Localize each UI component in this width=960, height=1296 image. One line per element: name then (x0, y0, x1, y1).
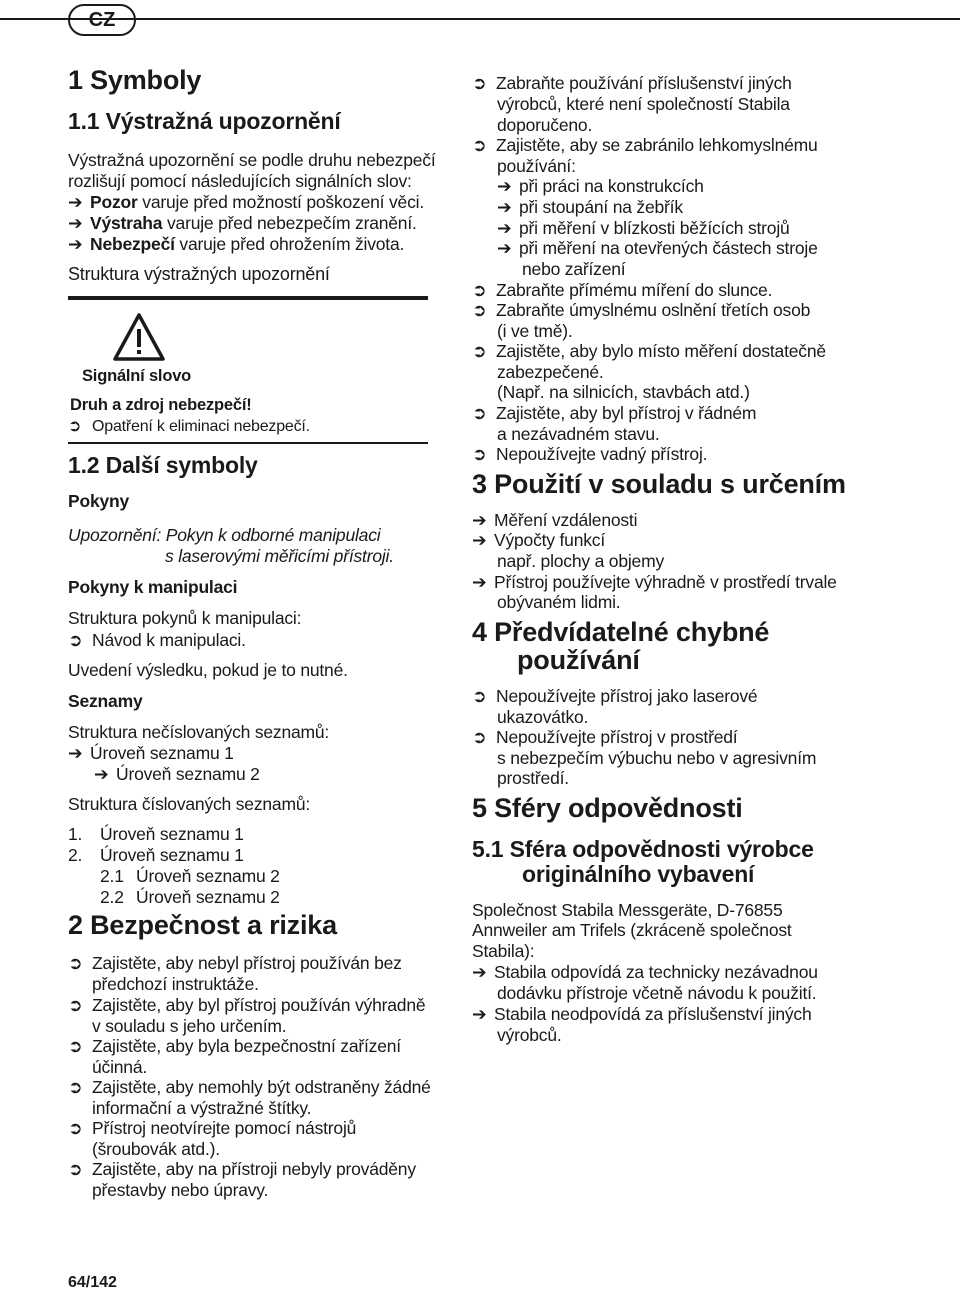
action-ring-icon: ➲ (472, 403, 487, 423)
action-ring-icon: ➲ (472, 280, 487, 300)
list-item-text: varuje před nebezpečím zranění. (162, 213, 417, 233)
list-item-text: Zajistěte, aby byla bezpečnostní zařízení (92, 1036, 401, 1056)
arrow-right-icon: ➔ (68, 213, 83, 233)
action-ring-icon: ➲ (68, 1077, 83, 1097)
measure-text: Opatření k eliminaci nebezpečí. (92, 418, 310, 435)
list-item-text: Stabila odpovídá za technicky nezávadnou (494, 962, 818, 982)
sub-item-text: při práci na konstrukcích (519, 176, 704, 196)
action-ring-icon: ➲ (68, 995, 83, 1015)
list-item (472, 280, 772, 301)
warning-rule-bottom (68, 442, 428, 444)
numbered-item (68, 824, 244, 845)
list-item-cont: (Např. na silnicích, stavbách atd.) (497, 382, 750, 402)
list-item-cont: předchozí instruktáže. (92, 974, 259, 994)
sub-item (497, 238, 818, 259)
arrow-right-icon: ➔ (94, 764, 109, 784)
list-item (472, 135, 818, 156)
action-ring-icon: ➲ (68, 953, 83, 973)
pokyny-heading: Pokyny (68, 491, 130, 511)
numbered-text: Úroveň seznamu 1 (100, 845, 244, 865)
action-ring-icon: ➲ (472, 341, 487, 361)
list-item (68, 192, 424, 213)
list-item-text: Zabraňte přímému míření do slunce. (496, 280, 773, 300)
action-ring-icon: ➲ (68, 1118, 83, 1138)
action-ring-icon: ➲ (472, 727, 487, 747)
intro-line: Výstražná upozornění se podle druhu nebezpečí (68, 150, 436, 170)
structure-heading: Struktura výstražných upozornění (68, 264, 330, 284)
list-item-cont: zabezpečené. (497, 362, 604, 382)
list-item-cont: (i ve tmě). (497, 321, 573, 341)
warning-triangle-icon (112, 312, 166, 362)
action-ring-icon: ➲ (68, 418, 82, 435)
list-item-cont: výrobců. (497, 1025, 562, 1045)
sub-item-cont: nebo zařízení (522, 259, 626, 279)
list-item-text: Úroveň seznamu 1 (90, 743, 234, 763)
list-item (472, 962, 818, 983)
list-item (68, 1159, 416, 1180)
list-item-text: Zajistěte, aby se zabránilo lehkomyslnému (496, 135, 818, 155)
list-item (472, 572, 837, 593)
list-item (68, 743, 234, 764)
list-item-cont: (šroubovák atd.). (92, 1139, 220, 1159)
list-item (68, 953, 402, 974)
list-item (68, 1036, 401, 1057)
list-item-cont: účinná. (92, 1057, 148, 1077)
list-item-text: Nepoužívejte přístroj jako laserové (496, 686, 758, 706)
intro-line: rozlišují pomocí následujících signálních slov: (68, 171, 412, 191)
list-item (68, 1077, 431, 1098)
arrow-right-icon: ➔ (497, 238, 512, 258)
arrow-right-icon: ➔ (472, 510, 487, 530)
sub-item (497, 176, 704, 197)
list-item-cont: obývaném lidmi. (497, 592, 621, 612)
list-item-cont: s nebezpečím výbuchu nebo v agresivním (497, 748, 817, 768)
measure-line (68, 416, 310, 437)
section-5-1-heading: 5.1 Sféra odpovědnosti výrobce (472, 836, 814, 862)
numbered-text: Úroveň seznamu 2 (136, 866, 280, 886)
list-item-text: Zajistěte, aby byl přístroj používán výhradně (92, 995, 426, 1015)
list-item-text: Úroveň seznamu 2 (116, 764, 260, 784)
numbered-text: Úroveň seznamu 2 (136, 887, 280, 907)
action-ring-icon: ➲ (472, 73, 487, 93)
arrow-right-icon: ➔ (497, 176, 512, 196)
section-1-2-heading: 1.2 Další symboly (68, 452, 258, 478)
action-ring-icon: ➲ (472, 135, 487, 155)
list-item (68, 234, 404, 255)
list-item-cont: ukazovátko. (497, 707, 589, 727)
signal-word: Pozor (90, 192, 138, 212)
list-item-cont: v souladu s jeho určením. (92, 1016, 287, 1036)
action-ring-icon: ➲ (68, 630, 83, 650)
section-5-heading: 5 Sféry odpovědnosti (472, 793, 743, 823)
struct-num: Struktura číslovaných seznamů: (68, 794, 311, 814)
signal-word-label: Signální slovo (82, 367, 192, 385)
list-item (472, 686, 757, 707)
list-item-cont: např. plochy a objemy (497, 551, 665, 571)
list-item-cont: přestavby nebo úpravy. (92, 1180, 269, 1200)
list-item-text: Zabraňte používání příslušenství jiných (496, 73, 792, 93)
list-item (472, 1004, 812, 1025)
section-2-heading: 2 Bezpečnost a rizika (68, 910, 337, 940)
list-item-cont: dodávku přístroje včetně návodu k použití. (497, 983, 817, 1003)
list-item (472, 444, 707, 465)
struct-unnum: Struktura nečíslovaných seznamů: (68, 722, 330, 742)
action-ring-icon: ➲ (68, 1159, 83, 1179)
list-item (472, 403, 756, 424)
arrow-right-icon: ➔ (68, 743, 83, 763)
sub-item (497, 218, 790, 239)
arrow-right-icon: ➔ (68, 234, 83, 254)
list-item-text: Nepoužívejte přístroj v prostředí (496, 727, 738, 747)
action-ring-icon: ➲ (68, 1036, 83, 1056)
list-item (68, 1118, 356, 1139)
section-3-heading: 3 Použití v souladu s určením (472, 469, 846, 499)
sub-item-text: při měření v blízkosti běžících strojů (519, 218, 790, 238)
list-item-cont: informační a výstražné štítky. (92, 1098, 312, 1118)
list-item-cont: výrobců, které není společností Stabila (497, 94, 790, 114)
list-item-text: Stabila neodpovídá za příslušenství jiných (494, 1004, 812, 1024)
list-item-text: varuje před ohrožením života. (174, 234, 405, 254)
arrow-right-icon: ➔ (497, 218, 512, 238)
arrow-right-icon: ➔ (497, 197, 512, 217)
header-rule (0, 18, 960, 20)
list-item-cont: doporučeno. (497, 115, 593, 135)
numbered-item (100, 866, 280, 887)
action-ring-icon: ➲ (472, 444, 487, 464)
list-item (472, 300, 810, 321)
list-item-cont: prostředí. (497, 768, 569, 788)
list-item-text: Zajistěte, aby bylo místo měření dostatečně (496, 341, 826, 361)
list-item-text: Nepoužívejte vadný přístroj. (496, 444, 708, 464)
language-badge: CZ (68, 4, 136, 36)
numbered-item (100, 887, 280, 908)
sub-item (497, 197, 683, 218)
section-5-1-heading-cont: originálního vybavení (522, 861, 755, 887)
signal-word: Výstraha (90, 213, 163, 233)
list-item-text: varuje před možností poškození věci. (137, 192, 424, 212)
list-item-text: Zajistěte, aby nebyl přístroj používán bez (92, 953, 402, 973)
struct-manip: Struktura pokynů k manipulaci: (68, 608, 302, 628)
list-item-cont: používání: (497, 156, 576, 176)
list-item-text: Výpočty funkcí (494, 530, 606, 550)
sub-item-text: při měření na otevřených částech stroje (519, 238, 818, 258)
list-item-text: Zajistěte, aby nemohly být odstraněny žádné (92, 1077, 431, 1097)
list-item (68, 630, 246, 651)
pokyny-manip-heading: Pokyny k manipulaci (68, 577, 238, 597)
hazard-source-label: Druh a zdroj nebezpečí! (70, 396, 252, 414)
list-item-text: Přístroj používejte výhradně v prostředí trvale (494, 572, 837, 592)
list-item (68, 213, 417, 234)
number: 2.2 (100, 887, 124, 907)
section-1-1-heading: 1.1 Výstražná upozornění (68, 108, 341, 134)
number: 2. (68, 845, 83, 865)
arrow-right-icon: ➔ (472, 530, 487, 550)
arrow-right-icon: ➔ (472, 1004, 487, 1024)
notice-line: Upozornění: Pokyn k odborné manipulaci (68, 525, 381, 545)
list-item (94, 764, 260, 785)
list-item (472, 530, 605, 551)
action-ring-icon: ➲ (472, 686, 487, 706)
paragraph-line: Annweiler am Trifels (zkráceně společnost (472, 920, 792, 940)
action-ring-icon: ➲ (472, 300, 487, 320)
list-item-text: Zajistěte, aby byl přístroj v řádném (496, 403, 757, 423)
numbered-item (68, 845, 244, 866)
notice-line: s laserovými měřicími přístroji. (165, 546, 394, 566)
numbered-text: Úroveň seznamu 1 (100, 824, 244, 844)
paragraph-line: Stabila): (472, 941, 535, 961)
list-item-cont: a nezávadném stavu. (497, 424, 660, 444)
list-item (472, 73, 792, 94)
section-1-heading: 1 Symboly (68, 65, 202, 95)
number: 1. (68, 824, 83, 844)
page-number: 64/142 (68, 1274, 117, 1291)
section-4-heading-cont: používání (517, 645, 640, 675)
list-item-text: Zabraňte úmyslnému oslnění třetích osob (496, 300, 811, 320)
list-item-text: Návod k manipulaci. (92, 630, 246, 650)
arrow-right-icon: ➔ (68, 192, 83, 212)
section-4-heading: 4 Předvídatelné chybné (472, 617, 770, 647)
sub-item-text: při stoupání na žebřík (519, 197, 683, 217)
arrow-right-icon: ➔ (472, 572, 487, 592)
signal-word: Nebezpečí (90, 234, 175, 254)
list-item-text: Zajistěte, aby na přístroji nebyly prováděny (92, 1159, 416, 1179)
list-item-text: Měření vzdálenosti (494, 510, 638, 530)
arrow-right-icon: ➔ (472, 962, 487, 982)
list-item (68, 995, 425, 1016)
list-item (472, 341, 826, 362)
list-item-text: Přístroj neotvírejte pomocí nástrojů (92, 1118, 357, 1138)
list-item (472, 727, 737, 748)
list-item (472, 510, 637, 531)
paragraph-line: Společnost Stabila Messgeräte, D-76855 (472, 900, 783, 920)
warning-rule (68, 296, 428, 300)
number: 2.1 (100, 866, 124, 886)
seznamy-heading: Seznamy (68, 691, 143, 711)
result-line: Uvedení výsledku, pokud je to nutné. (68, 660, 348, 680)
